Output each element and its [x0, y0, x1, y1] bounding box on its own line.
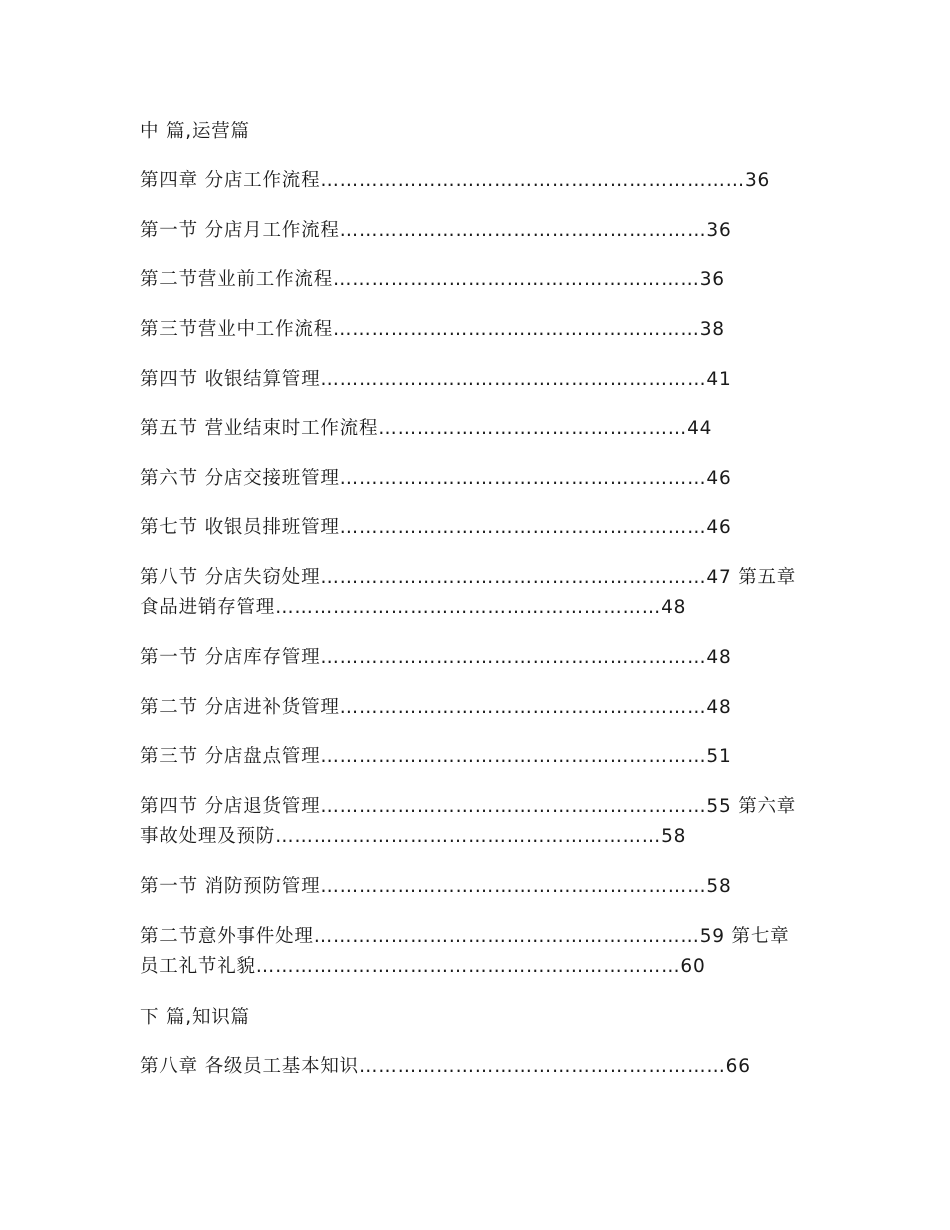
part-heading-middle: 中 篇,运营篇: [140, 121, 250, 142]
toc-entry: 第三节营业中工作流程…………………………………………………38: [140, 319, 725, 340]
toc-entry: 第八节 分店失窃处理……………………………………………………47 第五章 食品进销存管理……………………………………………………48: [140, 567, 797, 618]
toc-entry: 第五节 营业结束时工作流程…………………………………………44: [140, 418, 713, 439]
toc-entry: 第四章 分店工作流程…………………………………………………………36: [140, 170, 771, 191]
toc-entry: 第八章 各级员工基本知识…………………………………………………66: [140, 1056, 751, 1077]
toc-entry: 第二节 分店进补货管理…………………………………………………48: [140, 697, 732, 718]
part-heading-lower: 下 篇,知识篇: [140, 1007, 250, 1028]
toc-entry: 第六节 分店交接班管理…………………………………………………46: [140, 468, 732, 489]
toc-entry: 第二节营业前工作流程…………………………………………………36: [140, 269, 725, 290]
toc-entry: 第四节 分店退货管理……………………………………………………55 第六章 事故处理及预防……………………………………………………58: [140, 796, 797, 847]
toc-entry: 第三节 分店盘点管理……………………………………………………51: [140, 746, 732, 767]
toc-entry: 第二节意外事件处理……………………………………………………59 第七章 员工礼节礼貌…………………………………………………………60: [140, 926, 790, 977]
toc-entry: 第一节 分店库存管理……………………………………………………48: [140, 647, 732, 668]
toc-entry: 第四节 收银结算管理……………………………………………………41: [140, 369, 732, 390]
toc-entry: 第七节 收银员排班管理…………………………………………………46: [140, 517, 732, 538]
toc-entry: 第一节 分店月工作流程…………………………………………………36: [140, 220, 732, 241]
toc-entry: 第一节 消防预防管理……………………………………………………58: [140, 876, 732, 897]
